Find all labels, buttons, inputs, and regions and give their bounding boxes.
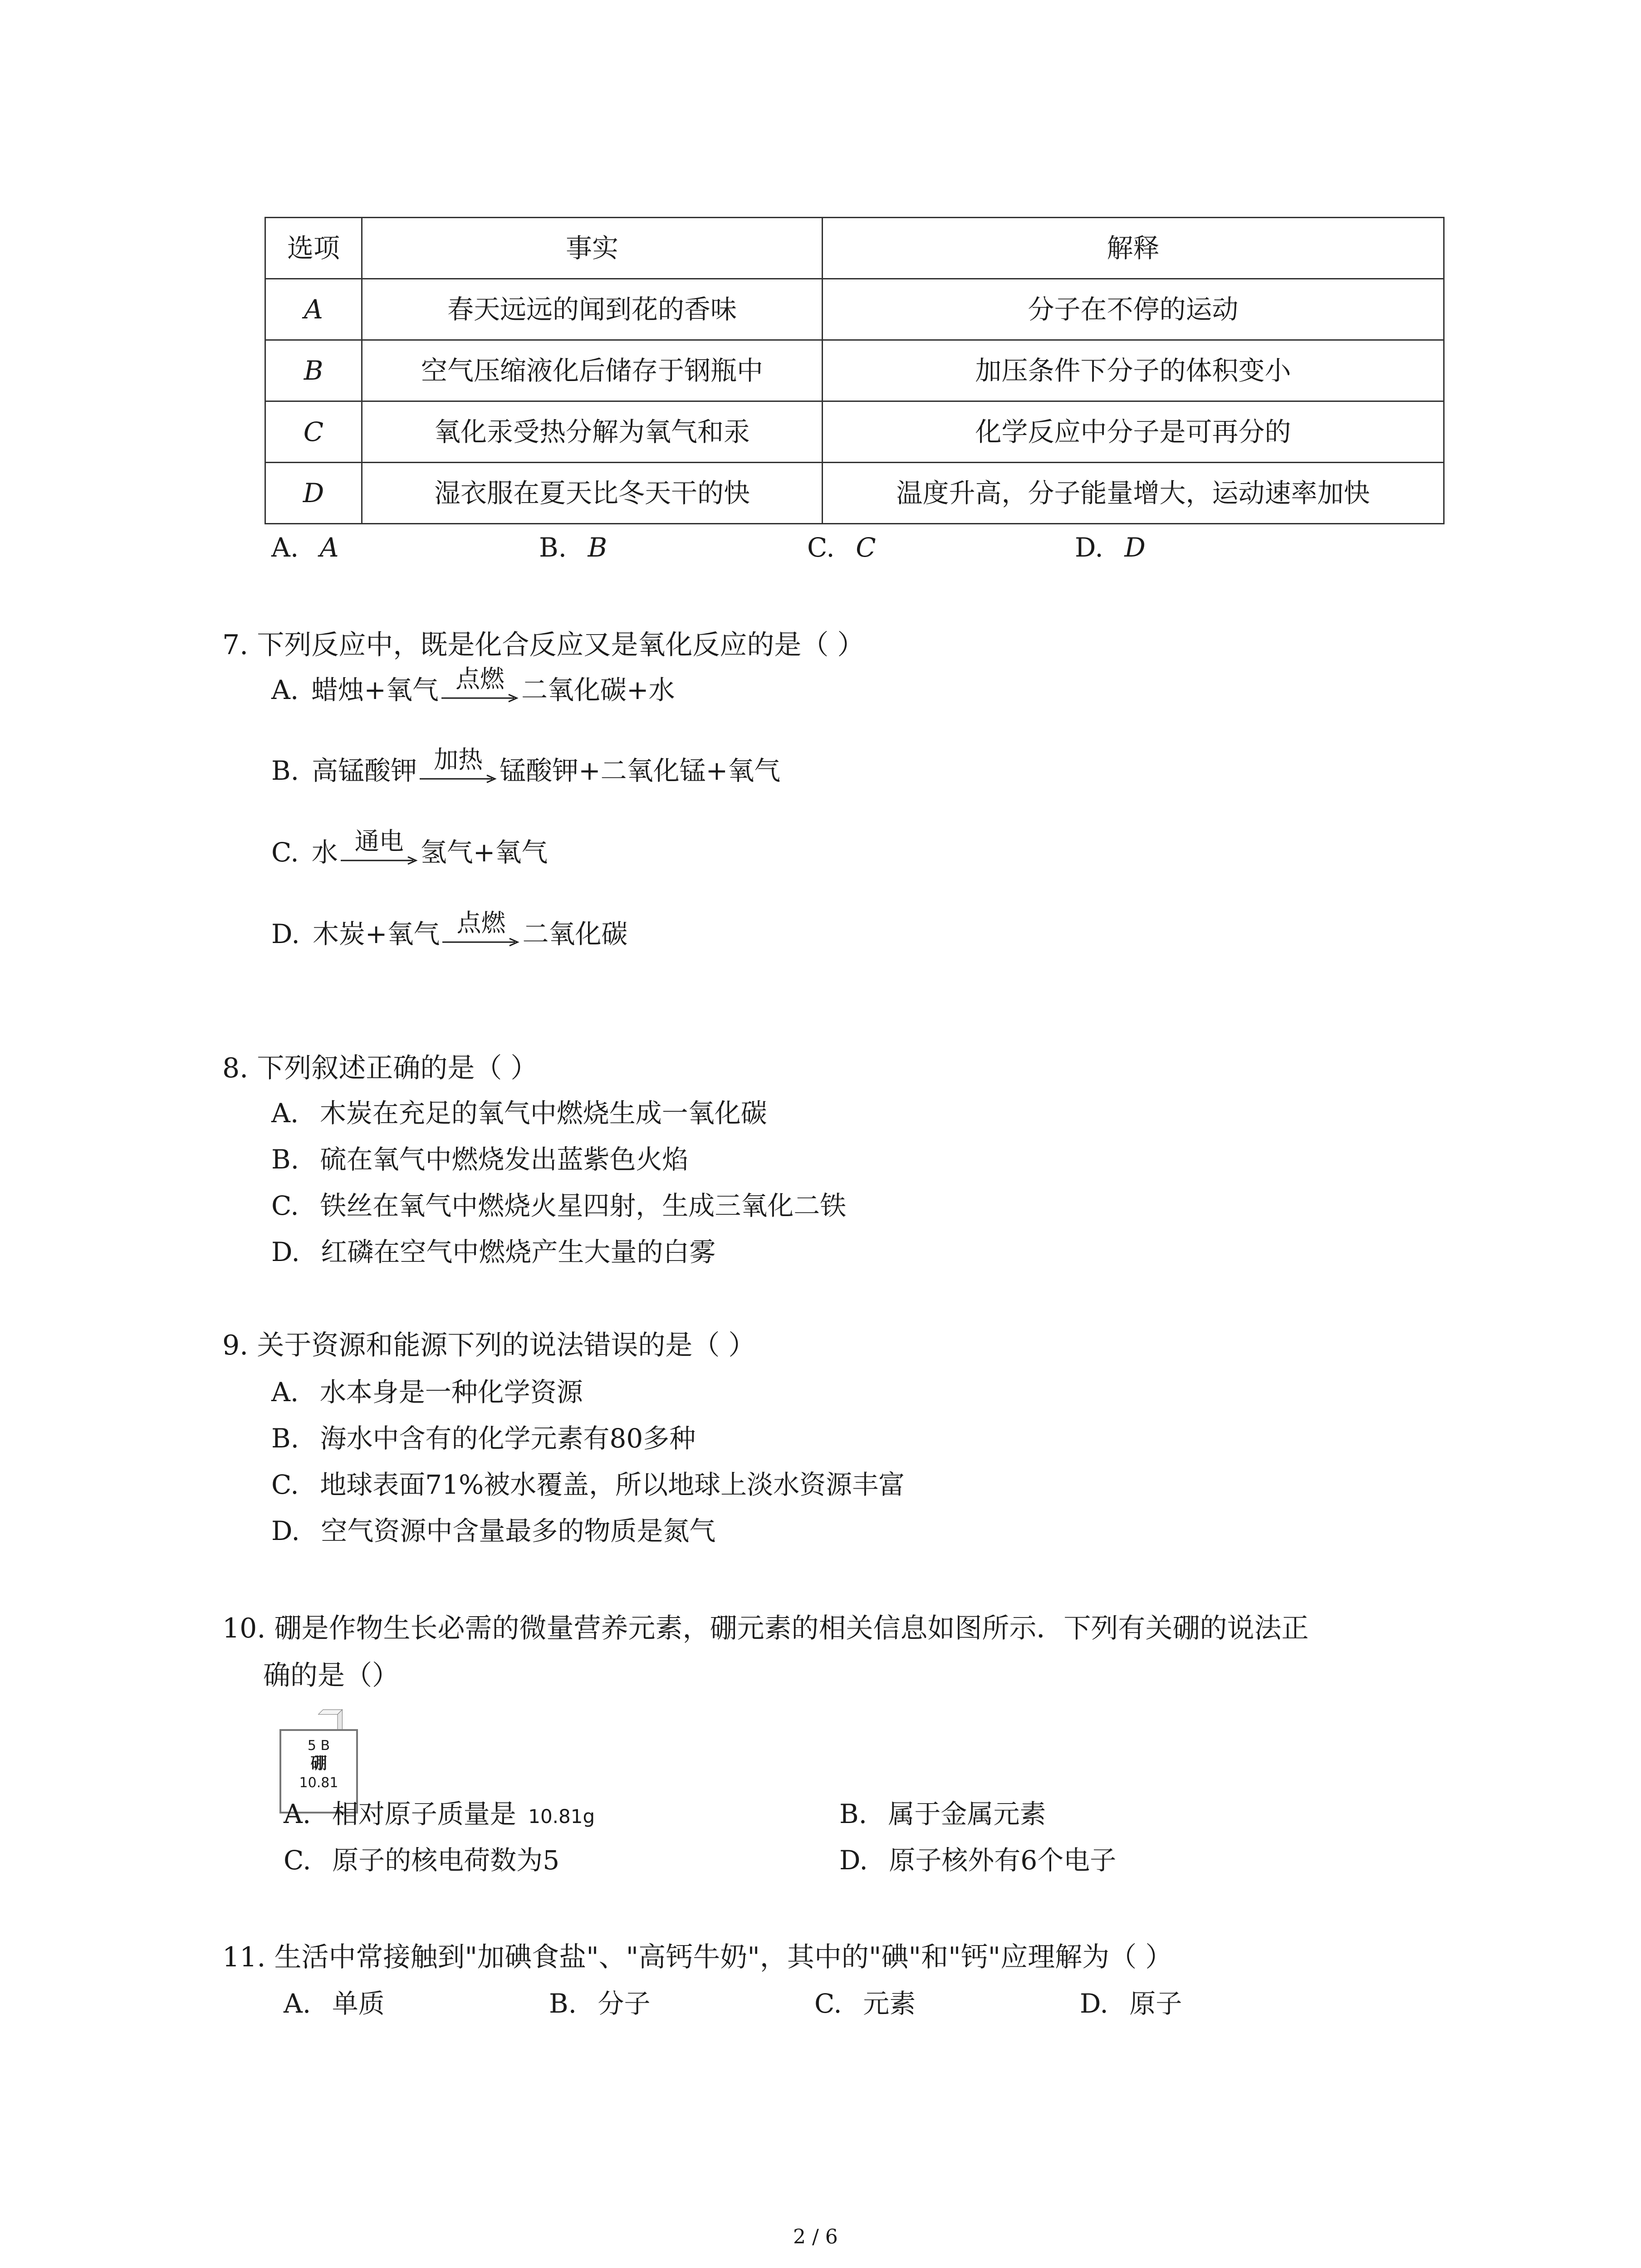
explanation-cell: 分子在不停的运动	[823, 279, 1444, 340]
atomic-number-symbol: 5 B	[307, 1738, 330, 1754]
option-text: 硫在氧气中燃烧发出蓝紫色火焰	[320, 1144, 689, 1175]
option-key: B.	[271, 1423, 299, 1454]
q6-option-d	[1075, 534, 1146, 561]
option-key: D.	[839, 1845, 868, 1876]
option-key: C.	[807, 532, 835, 563]
q10-option-d	[839, 1845, 1117, 1876]
q9-option-a	[271, 1377, 583, 1408]
explanation-cell: 温度升高，分子能量增大，运动速率加快	[823, 463, 1444, 524]
reaction-condition: 点燃	[456, 909, 506, 937]
fact-cell: 春天远远的闻到花的香味	[362, 279, 823, 340]
q8-option-b	[271, 1146, 689, 1173]
option-key: C.	[271, 1469, 299, 1500]
q7-option-c	[271, 827, 548, 868]
reactants: 木炭+氧气	[312, 919, 440, 949]
option-key: D.	[271, 1515, 300, 1546]
q11-option-d	[1080, 1990, 1182, 2017]
option-value: D	[1124, 532, 1146, 563]
option-text: 红磷在空气中燃烧产生大量的白雾	[321, 1237, 716, 1267]
table-header-cell: 解释	[823, 218, 1444, 279]
explanation-cell: 加压条件下分子的体积变小	[823, 340, 1444, 401]
right-arrow-icon	[420, 774, 497, 784]
option-key: A.	[271, 532, 299, 563]
facts-table	[265, 217, 1445, 524]
q10-option-b	[839, 1801, 1046, 1827]
option-key: C.	[271, 837, 299, 868]
table-header-row	[265, 218, 1444, 279]
products: 二氧化碳+水	[521, 675, 675, 705]
fact-cell: 氧化汞受热分解为氧气和汞	[362, 401, 823, 463]
option-text: 原子	[1129, 1988, 1182, 2019]
right-arrow-icon	[341, 855, 418, 865]
option-text: 原子核外有6个电子	[889, 1845, 1117, 1876]
q7-option-b	[271, 745, 781, 786]
products: 锰酸钾+二氧化锰+氧气	[500, 755, 781, 786]
q11-option-a	[284, 1990, 385, 2017]
table-row	[265, 401, 1444, 463]
option-key: A.	[271, 1377, 299, 1408]
reaction-condition: 点燃	[455, 665, 505, 693]
option-cell: A	[265, 279, 362, 340]
option-value: C	[856, 532, 876, 563]
option-text: 分子	[598, 1988, 651, 2019]
option-key: A.	[271, 675, 299, 705]
q8-option-d	[271, 1239, 715, 1265]
option-text: 水本身是一种化学资源	[319, 1377, 583, 1408]
option-text: 相对原子质量是	[332, 1799, 516, 1829]
option-cell: D	[265, 463, 362, 524]
q9-stem: 9. 关于资源和能源下列的说法错误的是（ ）	[222, 1330, 756, 1361]
element-name: 硼	[310, 1754, 327, 1773]
option-key: B.	[271, 1144, 299, 1175]
option-mass-value: 10.81g	[528, 1805, 595, 1828]
option-text: 空气资源中含量最多的物质是氮气	[321, 1515, 716, 1546]
option-cell: C	[265, 401, 362, 463]
option-text: 地球表面71%被水覆盖，所以地球上淡水资源丰富	[320, 1469, 905, 1500]
option-text: 木炭在充足的氧气中燃烧生成一氧化碳	[319, 1098, 767, 1129]
option-cell: B	[265, 340, 362, 401]
option-text: 海水中含有的化学元素有80多种	[320, 1423, 696, 1454]
option-key: C.	[284, 1845, 311, 1876]
reactants: 高锰酸钾	[312, 755, 417, 786]
q8-option-c	[271, 1190, 847, 1221]
option-text: 铁丝在氧气中燃烧火星四射，生成三氧化二铁	[320, 1190, 847, 1221]
reaction-arrow	[441, 667, 519, 703]
fact-cell: 湿衣服在夏天比冬天干的快	[362, 463, 823, 524]
q7-option-a	[271, 667, 675, 703]
option-value: A	[319, 532, 339, 563]
page-number: 2 / 6	[793, 2225, 838, 2248]
atomic-mass: 10.81	[299, 1775, 338, 1791]
option-key: B.	[271, 755, 299, 786]
reaction-condition: 通电	[354, 827, 404, 855]
table-row	[265, 279, 1444, 340]
q8-stem: 8. 下列叙述正确的是（ ）	[222, 1052, 538, 1084]
option-text: 原子的核电荷数为5	[332, 1845, 560, 1876]
option-key: B.	[549, 1988, 577, 2019]
q6-option-b	[539, 534, 607, 561]
option-key: C.	[814, 1988, 842, 2019]
q7-stem: 7. 下列反应中，既是化合反应又是氧化反应的是（ ）	[222, 629, 865, 661]
reactants: 蜡烛+氧气	[311, 675, 439, 705]
fact-cell: 空气压缩液化后储存于钢瓶中	[362, 340, 823, 401]
q10-stem-line2: 确的是（）	[263, 1660, 399, 1691]
q11-option-c	[814, 1990, 916, 2017]
q9-option-c	[271, 1471, 905, 1498]
table-header-cell: 事实	[362, 218, 823, 279]
table-row	[265, 340, 1444, 401]
option-value: B	[588, 532, 607, 563]
right-arrow-icon	[442, 937, 519, 947]
q9-option-d	[271, 1515, 716, 1546]
option-key: D.	[271, 1237, 300, 1267]
reaction-arrow	[420, 745, 497, 784]
q6-option-a	[271, 534, 339, 561]
q10-option-a	[284, 1801, 595, 1827]
explanation-cell: 化学反应中分子是可再分的	[823, 401, 1444, 463]
option-key: C.	[271, 1190, 299, 1221]
option-text: 属于金属元素	[888, 1799, 1046, 1829]
q7-option-d	[271, 911, 628, 947]
q9-option-b	[271, 1425, 696, 1452]
option-key: B.	[839, 1799, 867, 1829]
reaction-arrow	[341, 829, 418, 865]
option-key: B.	[539, 532, 567, 563]
reaction-condition: 加热	[434, 745, 483, 774]
q8-option-a	[271, 1098, 767, 1129]
table-row	[265, 463, 1444, 524]
q10-stem-line1: 10. 硼是作物生长必需的微量营养元素，硼元素的相关信息如图所示．下列有关硼的说法正	[222, 1613, 1309, 1644]
products: 氢气+氧气	[420, 837, 548, 868]
option-key: D.	[271, 919, 300, 949]
q10-option-c	[284, 1845, 560, 1876]
option-key: D.	[1075, 532, 1103, 563]
option-key: A.	[284, 1988, 311, 2019]
option-text: 单质	[332, 1988, 385, 2019]
right-arrow-icon	[441, 693, 519, 703]
q11-option-b	[549, 1990, 651, 2017]
option-key: A.	[271, 1098, 299, 1129]
q6-option-c	[807, 534, 876, 561]
table-header-cell: 选项	[265, 218, 362, 279]
option-key: A.	[284, 1799, 311, 1829]
option-text: 元素	[863, 1988, 916, 2019]
products: 二氧化碳	[522, 919, 628, 949]
reaction-arrow	[442, 911, 519, 947]
reactants: 水	[311, 837, 338, 868]
q11-stem: 11. 生活中常接触到"加碘食盐"、"高钙牛奶"，其中的"碘"和"钙"应理解为（ ）	[222, 1941, 1173, 1973]
option-key: D.	[1080, 1988, 1108, 2019]
